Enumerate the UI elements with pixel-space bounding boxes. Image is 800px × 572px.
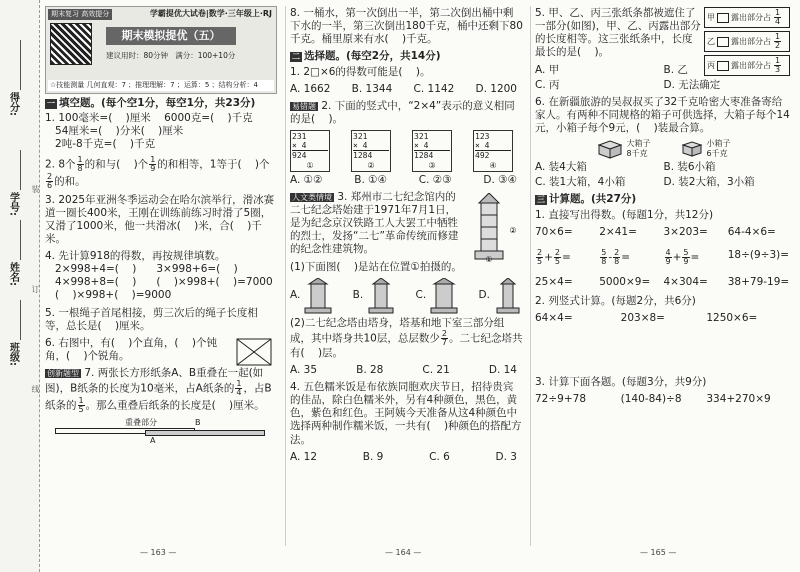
question-choice-6: 6. 在新疆旅游的吴叔叔买了32千克哈密大枣准备寄给家人。有两种不同规格的箱子可供选择，大箱子每个14元，小箱子每个9元，( )装最合算。 xyxy=(535,95,790,134)
question-tag: 人文类情境 xyxy=(292,192,332,202)
option: D. 装2大箱，3小箱 xyxy=(663,176,755,189)
vertical-calc-3: 321 × 4 1284 ③ xyxy=(412,130,452,172)
calc-section-heading: 三 计算题。(共27分) xyxy=(537,193,637,206)
strip-b-label: B xyxy=(195,418,201,428)
page-number: — 163 — xyxy=(140,548,177,557)
page-title: 期末模拟提优（五） xyxy=(106,27,236,45)
tower-option-a: A. xyxy=(290,278,333,314)
question-fill-5: 5. 一根绳子首尾相接，剪三次后的绳子长度相等，总长是( )厘米。 xyxy=(45,306,258,332)
cover-icon xyxy=(717,13,729,23)
calc-item: 18÷(9÷3)= xyxy=(727,248,790,261)
header-series: 学霸提优大试卷|数学·三年级上·RJ xyxy=(149,9,272,18)
option: D. 3 xyxy=(495,450,517,463)
mixed-calc-grid xyxy=(535,393,792,406)
section-number: 三 xyxy=(537,195,545,205)
choice-4-options xyxy=(290,451,523,464)
calc-item: 25×4= xyxy=(535,275,573,288)
page-number: — 165 — xyxy=(640,548,677,557)
cut-mark: 装 xyxy=(31,185,40,193)
cover-icon xyxy=(717,61,729,71)
question-tag: 创新题型 xyxy=(47,369,79,378)
option: C. 1142 xyxy=(413,82,455,95)
tower-photo-icon xyxy=(429,278,459,314)
option: D. 14 xyxy=(488,363,517,376)
score-label: 得分: xyxy=(7,92,19,116)
strip-jia: 甲 露出部分占 $\frac{1}{4}$ xyxy=(704,7,790,28)
question-fill-7: 创新题型 7. 两张长方形纸条A、B重叠在一起(如图)，B纸条的长度为10毫米，占A纸条的 $\frac{1}{4}$ ，占B纸条的 $\frac{1}{5}$ 。那么重叠后纸条的长度是( )厘米。 xyxy=(45,367,272,415)
question-choice-3: 人文类情境 3. 郑州市二七纪念馆内的二七纪念塔始建于1971年7月1日，是为纪念京汉铁路工人大罢工中牺牲的烈士，发扬“二七”革命传统而修建的纪念性建筑物。 xyxy=(290,190,459,256)
choice-3-options xyxy=(290,364,523,377)
section-number: 二 xyxy=(292,52,300,62)
time-limit: 建议用时：80分钟 xyxy=(106,51,169,60)
option: B. 28 xyxy=(356,363,384,376)
page-number: — 164 — xyxy=(385,548,422,557)
question-fill-1: 1. 100毫米=( )厘米 6000克=( )千克 54厘米=( )分米( )厘米 2吨-8千克=( )千克 xyxy=(45,112,253,151)
class-line xyxy=(20,300,21,340)
boxes-figure xyxy=(535,139,792,159)
option: A. 甲 xyxy=(535,63,560,76)
tower-photo-icon xyxy=(493,278,523,314)
overlap-label: 重叠部分 xyxy=(125,418,157,428)
option: C. 装1大箱，4小箱 xyxy=(535,176,626,189)
cut-mark: 线 xyxy=(31,385,40,393)
calc-item: 5000×9= xyxy=(599,275,651,288)
name-label: 姓名: xyxy=(7,262,19,286)
name-line xyxy=(20,220,21,260)
vertical-calc-2: 321 × 4 1284 ② xyxy=(351,130,391,172)
calc-item: 64-4×6= xyxy=(727,225,776,238)
vertical-calc-4: 123 × 4 492 ④ xyxy=(473,130,513,172)
fraction: $\frac{1}{5}$ xyxy=(78,396,84,415)
column-3 xyxy=(530,6,792,546)
angle-figure-icon xyxy=(235,337,273,367)
option: D. 1200 xyxy=(475,82,517,95)
option: B. 9 xyxy=(362,450,384,463)
option: A. 1662 xyxy=(290,82,331,95)
calc-item: 70×6= xyxy=(535,225,573,238)
strip-yi: 乙 露出部分占 $\frac{1}{2}$ xyxy=(704,31,790,52)
binding-margin xyxy=(0,0,40,572)
calc-item: 2×41= xyxy=(599,225,637,238)
calc-item: (140-84)÷8 xyxy=(620,393,682,406)
calc-item: 64×4= xyxy=(535,312,573,324)
column-2 xyxy=(285,6,523,546)
calc-2-heading: 2. 列竖式计算。(每题2分，共6分) xyxy=(535,294,696,307)
cover-icon xyxy=(717,37,729,47)
question-choice-4: 4. 五色糯米饭是布依族同胞欢庆节日，招待贵宾的佳品，除白色糯米外，另有4种颜色，黑色，黄色，紫色和红色。王阿姨今天准备从这4种颜色中选择两种制作糯米饭，一共有( )种颜色的搭配方法。 xyxy=(290,381,522,446)
vertical-calcs xyxy=(290,130,523,172)
calc-item: $\frac{5}{8}$ - $\frac{2}{8}$ = xyxy=(601,247,631,266)
fraction: $\frac{1}{9}$ xyxy=(150,154,156,173)
tower-option-c: C. xyxy=(416,278,460,314)
position-2-label: ② xyxy=(509,225,517,235)
question-choice-3-part-2: (2)二七纪念塔由塔身，塔基和地下室三部分组成，其中塔身共10层，总层数少 $\frac{2}{7}$ 。二七纪念塔共有( )层。 xyxy=(290,316,523,359)
tower-photo-icon xyxy=(366,278,396,314)
vertical-calc-1: 231 × 4 924 ① xyxy=(290,130,330,172)
choice-1-options xyxy=(290,83,523,96)
header-badge: 期末复习 高效提分 xyxy=(48,9,112,20)
fraction: $\frac{1}{4}$ xyxy=(236,379,242,398)
class-label: 班级: xyxy=(7,342,19,366)
strip-bing: 丙 露出部分占 $\frac{1}{3}$ xyxy=(704,55,790,76)
option: B. ①④ xyxy=(354,173,387,186)
question-choice-3-part-1: (1)下面图( )是站在位置①拍摄的。 xyxy=(290,260,462,273)
strip-b-shape xyxy=(145,430,265,436)
question-fill-6-wrap xyxy=(45,337,277,363)
fraction: $\frac{2}{7}$ xyxy=(441,328,447,347)
tower-photo-icon xyxy=(303,278,333,314)
option: D. 无法确定 xyxy=(663,78,721,91)
option: A. 12 xyxy=(290,450,318,463)
question-tag: 易错题 xyxy=(292,101,316,111)
header-meta xyxy=(106,51,235,60)
box-icon xyxy=(681,140,703,158)
fraction: $\frac{1}{8}$ xyxy=(77,154,83,173)
id-line xyxy=(20,150,21,190)
option: D. ③④ xyxy=(483,173,517,186)
calc-item: 4×304= xyxy=(663,275,708,288)
option: B. 装6小箱 xyxy=(663,161,716,174)
strips-figure xyxy=(704,7,790,76)
big-box: 大箱子 8千克 xyxy=(597,139,651,159)
choice-6-options xyxy=(535,161,792,189)
choice-section-heading: 二 选择题。(每空2分，共14分) xyxy=(292,50,441,63)
option: A. 装4大箱 xyxy=(535,161,587,174)
calc-item: $\frac{4}{9}$ + $\frac{5}{9}$ = xyxy=(665,247,700,266)
question-fill-4: 4. 先计算918的得数，再按规律填数。 2×998+4=( ) 3×998+6=( ) 4×998+8=( ) ( )×998+( )=7000 ( )×998+( )=9000 xyxy=(45,250,273,302)
tower-option-b: B. xyxy=(353,278,397,314)
question-fill-3: 3. 2025年亚洲冬季运动会在哈尔滨举行，滑冰赛道一圈长400米，王刚在训练前练习时滑了5圈，又滑了1000米，他一共滑冰( )米，合( )千米。 xyxy=(45,193,275,245)
cut-mark: 订 xyxy=(31,285,40,293)
small-box: 小箱子 6千克 xyxy=(681,139,731,159)
question-fill-2: 2. 8个 $\frac{1}{8}$ 的和与( )个 $\frac{1}{9}$ 的和相等，1等于( )个 $\frac{2}{6}$ 的和。 xyxy=(45,154,270,190)
tower-options xyxy=(290,278,523,314)
id-label: 学号: xyxy=(7,192,19,216)
column-1 xyxy=(45,6,277,546)
calc-item: 72÷9+78 xyxy=(535,393,586,406)
option: C. 21 xyxy=(422,363,450,376)
exam-header xyxy=(45,6,277,94)
calc-item: $\frac{2}{5}$ + $\frac{2}{5}$ = xyxy=(537,247,571,266)
option: C. 丙 xyxy=(535,78,560,91)
memorial-tower-icon xyxy=(465,193,521,263)
option: C. 6 xyxy=(429,450,450,463)
option: B. 乙 xyxy=(663,63,688,76)
question-choice-5: 5. 甲、乙、丙三张纸条都被遮住了一部分(如图)，甲、乙、丙露出部分的长度相等。这三张纸条中，长度最长的是( )。 xyxy=(535,7,701,59)
option: A. ①② xyxy=(290,173,323,186)
question-choice-3-wrap xyxy=(290,190,523,263)
calc-item: 1250×6= xyxy=(706,312,758,324)
score-line xyxy=(20,40,21,90)
full-score: 满分：100+10分 xyxy=(175,51,236,60)
choice-2-options xyxy=(290,174,523,187)
strip-a-label: A xyxy=(150,436,156,446)
calc-1-heading: 1. 直接写出得数。(每题1分，共12分) xyxy=(535,208,714,221)
fraction: $\frac{2}{6}$ xyxy=(47,171,53,190)
paper-strip-figure xyxy=(45,418,277,444)
skill-tips: ☆技能测量 几何直观：7 ；推理理解：7 ；运算：5 ；结构分析：4 xyxy=(48,80,274,91)
calc-item: 3×203= xyxy=(663,225,708,238)
calc-item: 38+79-19= xyxy=(727,275,790,288)
question-fill-6: 6. 右图中，有( )个直角，( )个钝角，( )个锐角。 xyxy=(45,336,217,362)
tower-option-d: D. xyxy=(479,278,523,314)
oral-calc-grid xyxy=(535,226,792,289)
option: C. ②③ xyxy=(418,173,452,186)
question-choice-1: 1. 2□×6的得数可能是( )。 xyxy=(290,65,431,78)
calc-item: 334+270×9 xyxy=(706,393,771,406)
question-fill-8: 8. 一桶水，第一次倒出一半，第二次倒出桶中剩下水的一半，第三次倒出180千克，桶中还剩下80千克。桶里原来有水( )千克。 xyxy=(290,7,523,46)
qr-code-icon xyxy=(50,23,92,65)
fill-section-heading: 一 填空题。(每个空1分，每空1分，共23分) xyxy=(47,97,256,109)
option: A. 35 xyxy=(290,363,318,376)
calc-item: 203×8= xyxy=(620,312,665,324)
calc-3-heading: 3. 计算下面各题。(每题3分，共9分) xyxy=(535,376,707,388)
option: B. 1344 xyxy=(351,82,393,95)
position-1-label: ① xyxy=(485,254,493,263)
section-number: 一 xyxy=(47,99,55,108)
box-icon xyxy=(597,139,623,159)
vertical-calc-grid xyxy=(535,312,792,370)
question-choice-2: 易错题 2. 下面的竖式中，“2×4”表示的意义相同的是( )。 xyxy=(290,99,515,125)
